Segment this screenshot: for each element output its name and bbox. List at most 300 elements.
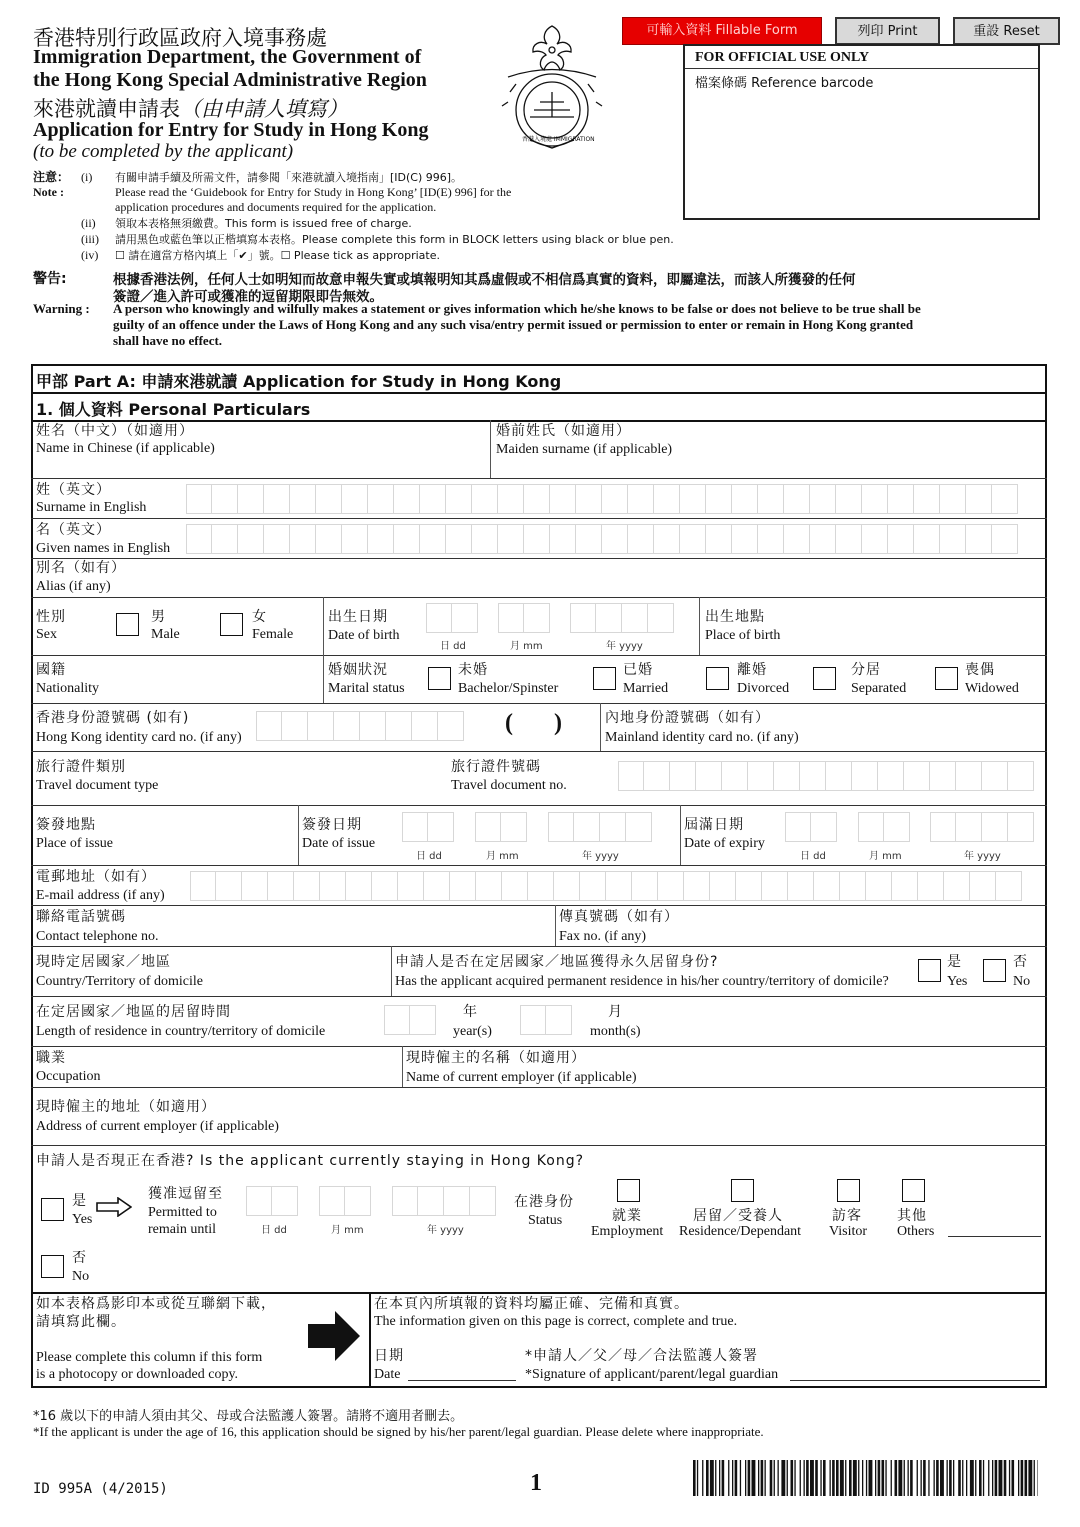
occupation-field[interactable] xyxy=(110,1050,400,1083)
pob-label-zh: 出生地點 xyxy=(705,609,765,625)
in-hk-yes-checkbox[interactable] xyxy=(41,1198,64,1221)
status-visitor-zh: 訪客 xyxy=(832,1208,862,1224)
input-cell[interactable] xyxy=(190,871,216,901)
input-cell[interactable] xyxy=(628,484,654,514)
status-others-zh: 其他 xyxy=(897,1208,927,1224)
input-cell[interactable] xyxy=(550,484,576,514)
photocopy-note-en-2: is a photocopy or downloaded copy. xyxy=(36,1367,239,1382)
travel-doc-type-label-en: Travel document type xyxy=(36,778,159,793)
fax-field[interactable] xyxy=(690,908,1040,942)
input-cell[interactable] xyxy=(394,524,420,554)
marital-separated-label-en: Separated xyxy=(851,681,907,696)
marital-divorced-checkbox[interactable] xyxy=(706,667,729,690)
input-cell[interactable] xyxy=(680,484,706,514)
input-cell[interactable] xyxy=(372,871,398,901)
input-cell[interactable] xyxy=(606,871,632,901)
input-cell[interactable] xyxy=(762,871,788,901)
date-field[interactable] xyxy=(408,1380,516,1381)
input-cell[interactable] xyxy=(732,524,758,554)
input-cell[interactable] xyxy=(852,761,878,791)
marital-divorced-label-zh: 離婚 xyxy=(737,662,767,678)
input-cell[interactable] xyxy=(580,871,606,901)
reset-button[interactable]: 重設 Reset xyxy=(953,17,1060,45)
arrow-right-icon xyxy=(96,1197,132,1222)
input-cell[interactable] xyxy=(256,711,282,741)
hk-immigration-emblem xyxy=(500,22,605,152)
marital-married-checkbox[interactable] xyxy=(593,667,616,690)
note-iii-num: (iii) xyxy=(81,232,99,246)
status-others-specify-field[interactable] xyxy=(948,1236,1041,1237)
input-cell[interactable] xyxy=(345,1186,371,1216)
given-names-input[interactable] xyxy=(186,524,1018,554)
input-cell[interactable] xyxy=(956,761,982,791)
maiden-surname-field[interactable] xyxy=(496,460,1041,476)
input-cell[interactable] xyxy=(706,484,732,514)
marital-widowed-label-zh: 喪偶 xyxy=(965,662,995,678)
input-cell[interactable] xyxy=(186,524,212,554)
input-cell[interactable] xyxy=(501,812,527,842)
input-cell[interactable] xyxy=(452,603,478,633)
date-of-issue-year-input[interactable] xyxy=(548,812,652,842)
date-of-expiry-label-en: Date of expiry xyxy=(684,836,765,851)
dob-day-input[interactable] xyxy=(426,603,478,633)
marital-widowed-checkbox[interactable] xyxy=(935,667,958,690)
input-cell[interactable] xyxy=(428,812,454,842)
permitted-until-label-en-2: remain until xyxy=(148,1222,217,1237)
years-label-zh: 年 xyxy=(463,1004,478,1020)
input-cell[interactable] xyxy=(628,524,654,554)
input-cell[interactable] xyxy=(626,812,652,842)
sex-label-en: Sex xyxy=(36,627,57,642)
nationality-label-en: Nationality xyxy=(36,681,99,696)
date-label-en: Date xyxy=(374,1367,401,1382)
warning-en-1: A person who knowingly and wilfully makes a statement or gives information which he/she knows to be false or does not believe to be true shall be xyxy=(113,301,921,316)
marital-widowed-label-en: Widowed xyxy=(965,681,1019,696)
input-cell[interactable] xyxy=(316,524,342,554)
dob-dd-label: 日 dd xyxy=(440,641,466,652)
input-cell[interactable] xyxy=(368,484,394,514)
input-cell[interactable] xyxy=(342,484,368,514)
input-cell[interactable] xyxy=(732,484,758,514)
input-cell[interactable] xyxy=(360,711,386,741)
input-cell[interactable] xyxy=(940,524,966,554)
input-cell[interactable] xyxy=(470,1186,496,1216)
part-a-title: 甲部 Part A: 申請來港就讀 Application for Study in Hong Kong xyxy=(36,372,562,391)
input-cell[interactable] xyxy=(346,871,372,901)
input-cell[interactable] xyxy=(524,603,550,633)
note-i-zh: 有關申請手續及所需文件，請參閱「來港就讀入境指南」[ID(C) 996]。 xyxy=(115,171,463,184)
permanent-residence-no-checkbox[interactable] xyxy=(983,959,1006,982)
input-cell[interactable] xyxy=(212,484,238,514)
input-cell[interactable] xyxy=(1008,761,1034,791)
input-cell[interactable] xyxy=(264,524,290,554)
marital-married-label-en: Married xyxy=(623,681,669,696)
permitted-until-year-input[interactable] xyxy=(392,1186,496,1216)
input-cell[interactable] xyxy=(498,603,524,633)
alias-field[interactable] xyxy=(150,564,1040,594)
name-chinese-field[interactable] xyxy=(36,460,486,476)
hkid-check-digit-input[interactable] xyxy=(520,712,552,740)
in-hk-yes-zh: 是 xyxy=(72,1193,87,1209)
travel-doc-no-label-en: Travel document no. xyxy=(451,778,567,793)
emblem-text: 香港入境處 IMMIGRATION xyxy=(522,136,595,143)
input-cell[interactable] xyxy=(836,524,862,554)
date-of-expiry-day-input[interactable] xyxy=(785,812,837,842)
input-cell[interactable] xyxy=(888,524,914,554)
input-cell[interactable] xyxy=(426,603,452,633)
input-cell[interactable] xyxy=(444,1186,470,1216)
input-cell[interactable] xyxy=(956,812,982,842)
travel-doc-type-label-zh: 旅行證件類別 xyxy=(36,759,126,775)
input-cell[interactable] xyxy=(472,484,498,514)
marital-divorced-label-en: Divorced xyxy=(737,681,790,696)
note-ii-num: (ii) xyxy=(81,216,96,230)
input-cell[interactable] xyxy=(246,1186,272,1216)
input-cell[interactable] xyxy=(914,484,940,514)
fax-label-en: Fax no. (if any) xyxy=(559,929,647,944)
input-cell[interactable] xyxy=(186,484,212,514)
domicile-label-en: Country/Territory of domicile xyxy=(36,974,203,989)
input-cell[interactable] xyxy=(394,484,420,514)
input-cell[interactable] xyxy=(622,603,648,633)
input-cell[interactable] xyxy=(498,484,524,514)
nationality-label-zh: 國籍 xyxy=(36,662,66,678)
input-cell[interactable] xyxy=(644,761,670,791)
input-cell[interactable] xyxy=(810,484,836,514)
input-cell[interactable] xyxy=(420,524,446,554)
input-cell[interactable] xyxy=(368,524,394,554)
status-visitor-checkbox[interactable] xyxy=(837,1179,860,1202)
form-subtitle-en: (to be completed by the applicant) xyxy=(33,141,294,162)
input-cell[interactable] xyxy=(892,871,918,901)
input-cell[interactable] xyxy=(966,524,992,554)
input-cell[interactable] xyxy=(498,524,524,554)
status-label-en: Status xyxy=(528,1213,563,1228)
arrow-right-bold-icon xyxy=(307,1310,361,1367)
alias-label-en: Alias (if any) xyxy=(36,579,111,594)
input-cell[interactable] xyxy=(216,871,242,901)
hkid-input[interactable] xyxy=(256,711,464,741)
date-of-issue-day-input[interactable] xyxy=(402,812,454,842)
input-cell[interactable] xyxy=(710,871,736,901)
dob-label-zh: 出生日期 xyxy=(328,609,388,625)
input-cell[interactable] xyxy=(548,812,574,842)
input-cell[interactable] xyxy=(940,484,966,514)
input-cell[interactable] xyxy=(570,603,596,633)
permitted-until-label-zh: 獲准逗留至 xyxy=(148,1186,223,1202)
department-name-en-2: the Hong Kong Special Administrative Region xyxy=(33,69,427,91)
input-cell[interactable] xyxy=(904,761,930,791)
note-i-en-1: Please read the ‘Guidebook for Entry for Study in Hong Kong’ [ID(E) 996] for the xyxy=(115,185,512,199)
occupation-label-zh: 職業 xyxy=(36,1050,66,1066)
given-names-label-en: Given names in English xyxy=(36,541,171,556)
permitted-dd-label: 日 dd xyxy=(261,1225,287,1236)
email-label-zh: 電郵地址（如有） xyxy=(36,869,156,885)
status-employment-zh: 就業 xyxy=(612,1208,642,1224)
input-cell[interactable] xyxy=(800,761,826,791)
input-cell[interactable] xyxy=(450,871,476,901)
date-of-issue-label-en: Date of issue xyxy=(302,836,376,851)
input-cell[interactable] xyxy=(316,484,342,514)
input-cell[interactable] xyxy=(648,603,674,633)
email-input[interactable] xyxy=(190,871,1022,901)
input-cell[interactable] xyxy=(810,524,836,554)
input-cell[interactable] xyxy=(785,812,811,842)
input-cell[interactable] xyxy=(502,871,528,901)
doe-mm-label: 月 mm xyxy=(869,851,902,862)
input-cell[interactable] xyxy=(618,761,644,791)
doi-yyyy-label: 年 yyyy xyxy=(582,851,619,862)
input-cell[interactable] xyxy=(862,524,888,554)
input-cell[interactable] xyxy=(600,812,626,842)
input-cell[interactable] xyxy=(546,1005,572,1035)
employer-address-field[interactable] xyxy=(300,1094,1040,1142)
input-cell[interactable] xyxy=(602,524,628,554)
input-cell[interactable] xyxy=(684,871,710,901)
input-cell[interactable] xyxy=(930,812,956,842)
input-cell[interactable] xyxy=(1008,812,1034,842)
input-cell[interactable] xyxy=(290,484,316,514)
telephone-label-zh: 聯絡電話號碼 xyxy=(36,909,126,925)
input-cell[interactable] xyxy=(840,871,866,901)
domicile-label-zh: 現時定居國家／地區 xyxy=(36,954,171,970)
input-cell[interactable] xyxy=(398,871,424,901)
input-cell[interactable] xyxy=(811,812,837,842)
input-cell[interactable] xyxy=(476,871,502,901)
permitted-yyyy-label: 年 yyyy xyxy=(427,1225,464,1236)
input-cell[interactable] xyxy=(212,524,238,554)
email-label-en: E-mail address (if any) xyxy=(36,888,165,903)
sex-male-checkbox[interactable] xyxy=(116,613,139,636)
input-cell[interactable] xyxy=(788,871,814,901)
input-cell[interactable] xyxy=(758,484,784,514)
input-cell[interactable] xyxy=(632,871,658,901)
input-cell[interactable] xyxy=(658,871,684,901)
status-others-en: Others xyxy=(897,1224,935,1239)
photocopy-note-zh-1: 如本表格爲影印本或從互聯網下載， xyxy=(36,1296,276,1312)
input-cell[interactable] xyxy=(392,1186,418,1216)
permitted-mm-label: 月 mm xyxy=(331,1225,364,1236)
input-cell[interactable] xyxy=(320,871,346,901)
input-cell[interactable] xyxy=(342,524,368,554)
permanent-residence-yes-checkbox[interactable] xyxy=(918,959,941,982)
sex-female-checkbox[interactable] xyxy=(220,613,243,636)
input-cell[interactable] xyxy=(888,484,914,514)
marital-label-en: Marital status xyxy=(328,681,405,696)
residence-months-input[interactable] xyxy=(520,1005,572,1035)
input-cell[interactable] xyxy=(858,812,884,842)
input-cell[interactable] xyxy=(992,484,1018,514)
input-cell[interactable] xyxy=(308,711,334,741)
input-cell[interactable] xyxy=(446,524,472,554)
input-cell[interactable] xyxy=(602,484,628,514)
input-cell[interactable] xyxy=(814,871,840,901)
dob-year-input[interactable] xyxy=(570,603,674,633)
photocopy-note-zh-2: 請填寫此欄。 xyxy=(36,1314,126,1330)
input-cell[interactable] xyxy=(884,812,910,842)
warning-zh-1: 根據香港法例，任何人士如明知而故意申報失實或填報明知其爲虛假或不相信爲真實的資料，即屬違法，而該人所獲發的任何 xyxy=(113,272,856,288)
date-of-expiry-year-input[interactable] xyxy=(930,812,1034,842)
input-cell[interactable] xyxy=(784,524,810,554)
input-cell[interactable] xyxy=(410,1005,436,1035)
dob-mm-label: 月 mm xyxy=(510,641,543,652)
input-cell[interactable] xyxy=(424,871,450,901)
telephone-field[interactable] xyxy=(180,908,550,942)
input-cell[interactable] xyxy=(290,524,316,554)
date-of-issue-month-input[interactable] xyxy=(475,812,527,842)
nationality-field[interactable] xyxy=(120,660,318,698)
fillable-form-button[interactable]: 可輸入資料 Fillable Form xyxy=(622,17,822,45)
input-cell[interactable] xyxy=(878,761,904,791)
input-cell[interactable] xyxy=(576,484,602,514)
input-cell[interactable] xyxy=(475,812,501,842)
place-of-issue-label-zh: 簽發地點 xyxy=(36,817,96,833)
input-cell[interactable] xyxy=(528,871,554,901)
input-cell[interactable] xyxy=(524,524,550,554)
signature-field[interactable] xyxy=(790,1380,1040,1381)
marital-bachelor-checkbox[interactable] xyxy=(428,667,451,690)
input-cell[interactable] xyxy=(706,524,732,554)
date-of-expiry-month-input[interactable] xyxy=(858,812,910,842)
maiden-surname-label-zh: 婚前姓氏（如適用） xyxy=(496,423,631,439)
warning-en-2: guilty of an offence under the Laws of Hong Kong and any such visa/entry permit issued or permission to enter or remain in Hong Kong granted xyxy=(113,317,914,332)
input-cell[interactable] xyxy=(554,871,580,901)
status-employment-en: Employment xyxy=(591,1224,664,1239)
permitted-until-day-input[interactable] xyxy=(246,1186,298,1216)
marital-bachelor-label-en: Bachelor/Spinster xyxy=(458,681,559,696)
input-cell[interactable] xyxy=(576,524,602,554)
given-names-label-zh: 名（英文） xyxy=(36,522,111,538)
input-cell[interactable] xyxy=(596,603,622,633)
place-of-issue-field[interactable] xyxy=(120,812,295,860)
input-cell[interactable] xyxy=(696,761,722,791)
input-cell[interactable] xyxy=(272,1186,298,1216)
status-residence-checkbox[interactable] xyxy=(731,1179,754,1202)
input-cell[interactable] xyxy=(438,711,464,741)
months-label-zh: 月 xyxy=(608,1004,623,1020)
doe-yyyy-label: 年 yyyy xyxy=(964,851,1001,862)
surname-input[interactable] xyxy=(186,484,1018,514)
telephone-label-en: Contact telephone no. xyxy=(36,929,159,944)
note-iii-text: 請用黑色或藍色筆以正楷填寫本表格。Please complete this form in BLOCK letters using black or blue pen. xyxy=(115,233,674,246)
input-cell[interactable] xyxy=(982,812,1008,842)
in-hk-question: 申請人是否現正在香港? Is the applicant currently staying in Hong Kong? xyxy=(36,1153,585,1169)
input-cell[interactable] xyxy=(992,524,1018,554)
input-cell[interactable] xyxy=(520,1005,546,1035)
input-cell[interactable] xyxy=(736,871,762,901)
marital-separated-checkbox[interactable] xyxy=(813,667,836,690)
input-cell[interactable] xyxy=(722,761,748,791)
date-of-expiry-label-zh: 屆滿日期 xyxy=(684,817,744,833)
input-cell[interactable] xyxy=(966,484,992,514)
maiden-surname-label-en: Maiden surname (if applicable) xyxy=(496,442,673,457)
input-cell[interactable] xyxy=(930,761,956,791)
employer-address-label-en: Address of current employer (if applicable) xyxy=(36,1119,279,1134)
status-visitor-en: Visitor xyxy=(829,1224,868,1239)
input-cell[interactable] xyxy=(412,711,438,741)
travel-doc-no-label-zh: 旅行證件號碼 xyxy=(451,759,541,775)
notes-label-zh: 注意： xyxy=(33,170,70,184)
input-cell[interactable] xyxy=(670,761,696,791)
input-cell[interactable] xyxy=(826,761,852,791)
input-cell[interactable] xyxy=(334,711,360,741)
note-i-en-2: application procedures and documents required for the application. xyxy=(115,200,437,214)
employer-name-field[interactable] xyxy=(660,1050,1040,1083)
pob-field[interactable] xyxy=(800,603,1040,651)
input-cell[interactable] xyxy=(748,761,774,791)
status-employment-checkbox[interactable] xyxy=(617,1179,640,1202)
input-cell[interactable] xyxy=(654,484,680,514)
in-hk-no-checkbox[interactable] xyxy=(41,1255,64,1278)
input-cell[interactable] xyxy=(238,484,264,514)
input-cell[interactable] xyxy=(402,812,428,842)
input-cell[interactable] xyxy=(866,871,892,901)
status-residence-zh: 居留／受養人 xyxy=(693,1208,783,1224)
place-of-issue-label-en: Place of issue xyxy=(36,836,113,851)
input-cell[interactable] xyxy=(524,484,550,514)
input-cell[interactable] xyxy=(758,524,784,554)
input-cell[interactable] xyxy=(774,761,800,791)
sex-male-label-zh: 男 xyxy=(151,609,166,625)
dob-month-input[interactable] xyxy=(498,603,550,633)
input-cell[interactable] xyxy=(918,871,944,901)
input-cell[interactable] xyxy=(836,484,862,514)
note-iv-text: ☐ 請在適當方格內填上「✔」號。☐ Please tick as appropriate. xyxy=(115,249,440,262)
input-cell[interactable] xyxy=(294,871,320,901)
input-cell[interactable] xyxy=(914,524,940,554)
doi-mm-label: 月 mm xyxy=(486,851,519,862)
input-cell[interactable] xyxy=(418,1186,444,1216)
input-cell[interactable] xyxy=(996,871,1022,901)
input-cell[interactable] xyxy=(472,524,498,554)
input-cell[interactable] xyxy=(264,484,290,514)
footer-note-zh: *16 歲以下的申請人須由其父、母或合法監護人簽署。請將不適用者刪去。 xyxy=(33,1409,464,1424)
input-cell[interactable] xyxy=(384,1005,410,1035)
input-cell[interactable] xyxy=(420,484,446,514)
input-cell[interactable] xyxy=(268,871,294,901)
input-cell[interactable] xyxy=(944,871,970,901)
input-cell[interactable] xyxy=(574,812,600,842)
input-cell[interactable] xyxy=(982,761,1008,791)
permitted-until-month-input[interactable] xyxy=(319,1186,371,1216)
status-others-checkbox[interactable] xyxy=(902,1179,925,1202)
input-cell[interactable] xyxy=(242,871,268,901)
hkid-label-zh: 香港身份證號碼 (如有) xyxy=(36,710,190,726)
sex-female-label-en: Female xyxy=(252,627,294,642)
input-cell[interactable] xyxy=(319,1186,345,1216)
input-cell[interactable] xyxy=(970,871,996,901)
dob-label-en: Date of birth xyxy=(328,628,400,643)
input-cell[interactable] xyxy=(238,524,264,554)
input-cell[interactable] xyxy=(446,484,472,514)
input-cell[interactable] xyxy=(550,524,576,554)
surname-label-zh: 姓（英文） xyxy=(36,482,111,498)
travel-doc-no-input[interactable] xyxy=(618,761,1034,791)
pob-label-en: Place of birth xyxy=(705,628,781,643)
signature-label-zh: *申請人／父／母／合法監護人簽署 xyxy=(525,1348,758,1364)
hkid-label-en: Hong Kong identity card no. (if any) xyxy=(36,730,242,745)
input-cell[interactable] xyxy=(282,711,308,741)
input-cell[interactable] xyxy=(386,711,412,741)
residence-years-input[interactable] xyxy=(384,1005,436,1035)
print-button[interactable]: 列印 Print xyxy=(835,17,940,45)
input-cell[interactable] xyxy=(680,524,706,554)
page-number: 1 xyxy=(530,1470,542,1496)
input-cell[interactable] xyxy=(654,524,680,554)
warning-block xyxy=(33,268,1043,353)
input-cell[interactable] xyxy=(862,484,888,514)
input-cell[interactable] xyxy=(784,484,810,514)
